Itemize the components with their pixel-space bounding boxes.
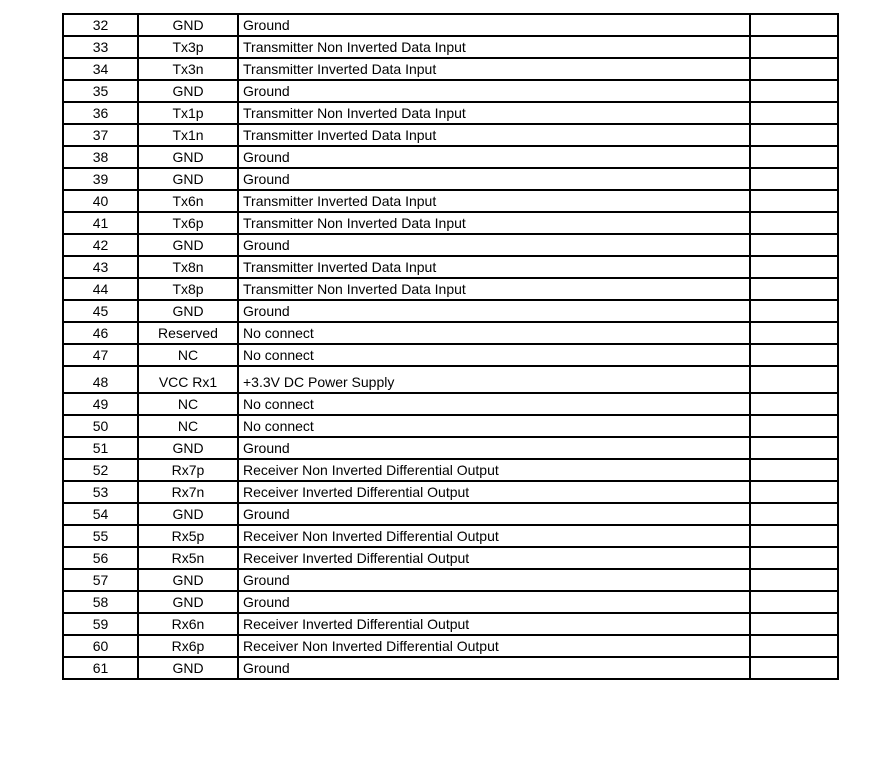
notes-cell (750, 437, 838, 459)
pin-number-cell: 46 (63, 322, 138, 344)
pin-number-cell: 47 (63, 344, 138, 366)
table-row (63, 657, 838, 679)
description-cell: Ground (238, 146, 750, 168)
notes-cell (750, 525, 838, 547)
pin-number-cell: 39 (63, 168, 138, 190)
symbol-cell: NC (138, 415, 238, 437)
symbol-cell: GND (138, 503, 238, 525)
pin-number-cell: 59 (63, 613, 138, 635)
pin-number-cell: 42 (63, 234, 138, 256)
symbol-cell: NC (138, 344, 238, 366)
symbol-cell: Reserved (138, 322, 238, 344)
description-cell: Ground (238, 503, 750, 525)
notes-cell (750, 459, 838, 481)
description-cell: Receiver Non Inverted Differential Output (238, 635, 750, 657)
pin-number-cell: 32 (63, 14, 138, 36)
pin-number-cell: 43 (63, 256, 138, 278)
pin-number-cell: 60 (63, 635, 138, 657)
table-row (63, 322, 838, 344)
description-cell: Ground (238, 437, 750, 459)
pin-number-cell: 35 (63, 80, 138, 102)
pin-number-cell: 38 (63, 146, 138, 168)
symbol-cell: Tx1p (138, 102, 238, 124)
table-row (63, 547, 838, 569)
table-row (63, 481, 838, 503)
table-row (63, 190, 838, 212)
symbol-cell: GND (138, 300, 238, 322)
pin-table-body (63, 14, 838, 679)
description-cell: Ground (238, 168, 750, 190)
description-cell: Receiver Inverted Differential Output (238, 481, 750, 503)
description-cell: No connect (238, 393, 750, 415)
pin-number-cell: 51 (63, 437, 138, 459)
notes-cell (750, 146, 838, 168)
pin-number-cell: 53 (63, 481, 138, 503)
description-cell: Transmitter Non Inverted Data Input (238, 212, 750, 234)
table-row (63, 36, 838, 58)
symbol-cell: GND (138, 80, 238, 102)
pin-number-cell: 33 (63, 36, 138, 58)
notes-cell (750, 547, 838, 569)
symbol-cell: Tx8n (138, 256, 238, 278)
symbol-cell: Rx5n (138, 547, 238, 569)
table-row (63, 300, 838, 322)
symbol-cell: GND (138, 569, 238, 591)
pin-number-cell: 41 (63, 212, 138, 234)
description-cell: Transmitter Inverted Data Input (238, 124, 750, 146)
description-cell: Receiver Non Inverted Differential Output (238, 459, 750, 481)
symbol-cell: GND (138, 168, 238, 190)
table-row (63, 278, 838, 300)
table-row (63, 80, 838, 102)
table-row (63, 635, 838, 657)
description-cell: Receiver Non Inverted Differential Output (238, 525, 750, 547)
notes-cell (750, 503, 838, 525)
table-row (63, 459, 838, 481)
notes-cell (750, 344, 838, 366)
table-row (63, 525, 838, 547)
description-cell: Ground (238, 569, 750, 591)
symbol-cell: GND (138, 14, 238, 36)
table-row (63, 168, 838, 190)
description-cell: Transmitter Inverted Data Input (238, 256, 750, 278)
notes-cell (750, 212, 838, 234)
description-cell: Ground (238, 657, 750, 679)
pin-number-cell: 48 (63, 366, 138, 393)
pin-number-cell: 40 (63, 190, 138, 212)
description-cell: Ground (238, 80, 750, 102)
symbol-cell: Tx8p (138, 278, 238, 300)
pin-number-cell: 37 (63, 124, 138, 146)
notes-cell (750, 190, 838, 212)
table-row (63, 234, 838, 256)
notes-cell (750, 36, 838, 58)
table-row (63, 503, 838, 525)
notes-cell (750, 481, 838, 503)
description-cell: Ground (238, 300, 750, 322)
table-row (63, 124, 838, 146)
symbol-cell: GND (138, 591, 238, 613)
description-cell: No connect (238, 415, 750, 437)
pin-number-cell: 58 (63, 591, 138, 613)
table-row (63, 146, 838, 168)
description-cell: Receiver Inverted Differential Output (238, 613, 750, 635)
symbol-cell: Tx6n (138, 190, 238, 212)
table-row (63, 366, 838, 393)
description-cell: Transmitter Inverted Data Input (238, 190, 750, 212)
pin-number-cell: 57 (63, 569, 138, 591)
symbol-cell: GND (138, 234, 238, 256)
symbol-cell: Rx7p (138, 459, 238, 481)
notes-cell (750, 635, 838, 657)
notes-cell (750, 80, 838, 102)
symbol-cell: Tx1n (138, 124, 238, 146)
notes-cell (750, 234, 838, 256)
symbol-cell: Tx3p (138, 36, 238, 58)
notes-cell (750, 300, 838, 322)
pin-number-cell: 44 (63, 278, 138, 300)
table-row (63, 613, 838, 635)
pin-number-cell: 50 (63, 415, 138, 437)
description-cell: Ground (238, 234, 750, 256)
table-row (63, 415, 838, 437)
description-cell: Receiver Inverted Differential Output (238, 547, 750, 569)
symbol-cell: GND (138, 146, 238, 168)
notes-cell (750, 657, 838, 679)
symbol-cell: Tx3n (138, 58, 238, 80)
description-cell: Transmitter Non Inverted Data Input (238, 102, 750, 124)
description-cell: Ground (238, 591, 750, 613)
notes-cell (750, 591, 838, 613)
description-cell: No connect (238, 322, 750, 344)
pin-number-cell: 54 (63, 503, 138, 525)
notes-cell (750, 102, 838, 124)
table-row (63, 256, 838, 278)
notes-cell (750, 14, 838, 36)
table-row (63, 569, 838, 591)
notes-cell (750, 168, 838, 190)
symbol-cell: VCC Rx1 (138, 366, 238, 393)
pin-number-cell: 45 (63, 300, 138, 322)
notes-cell (750, 278, 838, 300)
table-row (63, 102, 838, 124)
notes-cell (750, 569, 838, 591)
pin-number-cell: 36 (63, 102, 138, 124)
symbol-cell: GND (138, 437, 238, 459)
symbol-cell: Rx5p (138, 525, 238, 547)
notes-cell (750, 613, 838, 635)
pin-number-cell: 55 (63, 525, 138, 547)
table-row (63, 591, 838, 613)
description-cell: +3.3V DC Power Supply (238, 366, 750, 393)
notes-cell (750, 58, 838, 80)
description-cell: No connect (238, 344, 750, 366)
notes-cell (750, 322, 838, 344)
table-row (63, 212, 838, 234)
pin-number-cell: 56 (63, 547, 138, 569)
notes-cell (750, 256, 838, 278)
symbol-cell: GND (138, 657, 238, 679)
table-row (63, 14, 838, 36)
symbol-cell: Rx6n (138, 613, 238, 635)
notes-cell (750, 124, 838, 146)
notes-cell (750, 366, 838, 393)
pin-number-cell: 61 (63, 657, 138, 679)
pin-number-cell: 34 (63, 58, 138, 80)
description-cell: Transmitter Inverted Data Input (238, 58, 750, 80)
notes-cell (750, 415, 838, 437)
symbol-cell: Rx6p (138, 635, 238, 657)
notes-cell (750, 393, 838, 415)
description-cell: Transmitter Non Inverted Data Input (238, 278, 750, 300)
pin-number-cell: 52 (63, 459, 138, 481)
table-row (63, 437, 838, 459)
description-cell: Transmitter Non Inverted Data Input (238, 36, 750, 58)
pin-table (62, 13, 839, 680)
table-row (63, 58, 838, 80)
symbol-cell: Tx6p (138, 212, 238, 234)
pin-number-cell: 49 (63, 393, 138, 415)
table-row (63, 393, 838, 415)
symbol-cell: NC (138, 393, 238, 415)
symbol-cell: Rx7n (138, 481, 238, 503)
description-cell: Ground (238, 14, 750, 36)
table-row (63, 344, 838, 366)
